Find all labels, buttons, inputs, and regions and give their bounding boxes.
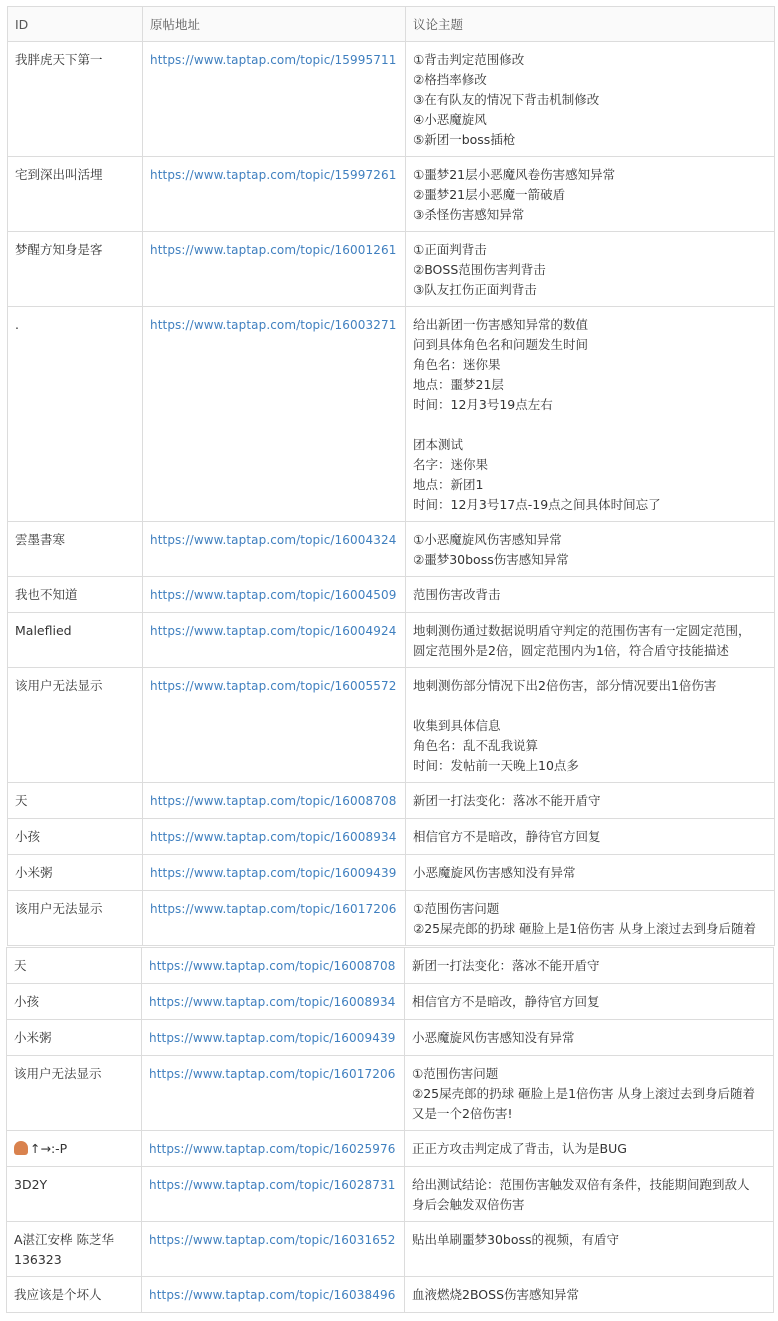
topic-line: ③杀怪伤害感知异常 xyxy=(413,207,525,222)
topic-cell xyxy=(405,1277,774,1313)
topic-line: 时间：发帖前一天晚上10点多 xyxy=(413,758,579,773)
user-id-cell xyxy=(8,522,143,577)
post-url-cell xyxy=(143,819,406,855)
user-id-cell xyxy=(8,232,143,307)
topic-line: 角色名：迷你果 xyxy=(413,357,501,372)
topic-cell xyxy=(406,819,775,855)
topic-line: 血液燃烧2BOSS伤害感知异常 xyxy=(412,1287,580,1302)
topic-line: 圆定范围外是2倍，圆定范围内为1倍，符合盾守技能描述 xyxy=(413,643,729,658)
user-id: 小米粥 xyxy=(14,1030,52,1045)
post-link[interactable]: https://www.taptap.com/topic/16025976 xyxy=(149,1142,396,1156)
post-link[interactable]: https://www.taptap.com/topic/15997261 xyxy=(150,168,397,182)
user-id-cell xyxy=(7,1222,142,1277)
table-row xyxy=(8,42,775,157)
user-id-cell xyxy=(8,783,143,819)
topic-line: 小恶魔旋风伤害感知没有异常 xyxy=(412,1030,575,1045)
user-id-cell xyxy=(8,577,143,613)
table-row xyxy=(7,1167,774,1222)
post-link[interactable]: https://www.taptap.com/topic/16031652 xyxy=(149,1233,396,1247)
user-id: 天 xyxy=(14,958,27,973)
topic-line: ①范围伤害问题 xyxy=(413,901,500,916)
topic-table-upper xyxy=(7,6,775,946)
post-url-cell xyxy=(142,1277,405,1313)
user-id-cell xyxy=(8,855,143,891)
table-row xyxy=(8,855,775,891)
topic-line: 名字：迷你果 xyxy=(413,457,489,472)
user-id: 该用户无法显示 xyxy=(15,678,103,693)
topic-cell xyxy=(406,668,775,783)
topic-line: 问到具体角色名和问题发生时间 xyxy=(413,337,589,352)
user-id: 我胖虎天下第一 xyxy=(15,52,103,67)
topic-line: 角色名：乱不乱我说算 xyxy=(413,738,539,753)
user-id: 小米粥 xyxy=(15,865,53,880)
table-row xyxy=(7,1277,774,1313)
post-url-cell xyxy=(142,1056,405,1131)
post-link[interactable]: https://www.taptap.com/topic/16009439 xyxy=(149,1031,396,1045)
topic-line: ②25屎壳郎的扔球 砸脸上是1倍伤害 从身上滚过去到身后随着 xyxy=(412,1086,756,1101)
user-id-cell xyxy=(7,1277,142,1313)
user-id-cell xyxy=(8,668,143,783)
table-row xyxy=(8,232,775,307)
topic-line: 范围伤害改背击 xyxy=(413,587,501,602)
user-id: 雲墨書寒 xyxy=(15,532,66,547)
topic-cell xyxy=(405,1167,774,1222)
post-url-cell xyxy=(142,1020,405,1056)
table-row xyxy=(7,948,774,984)
topic-line xyxy=(413,415,768,435)
topic-line: ②噩梦21层小恶魔一箭破盾 xyxy=(413,187,566,202)
topic-cell xyxy=(406,232,775,307)
user-id-cell xyxy=(8,891,143,946)
topic-cell xyxy=(406,157,775,232)
topic-line: ②BOSS范围伤害判背击 xyxy=(413,262,546,277)
post-link[interactable]: https://www.taptap.com/topic/16001261 xyxy=(150,243,397,257)
table-row xyxy=(7,1020,774,1056)
post-url-cell xyxy=(143,522,406,577)
post-url-cell xyxy=(142,948,405,984)
topic-line: ①背击判定范围修改 xyxy=(413,52,525,67)
post-url-cell xyxy=(143,157,406,232)
topic-line: 又是一个2倍伤害! xyxy=(412,1106,513,1121)
topic-line: 地刺测伤部分情况下出2倍伤害，部分情况要出1倍伤害 xyxy=(413,678,717,693)
post-url-cell xyxy=(143,855,406,891)
post-url-cell xyxy=(143,891,406,946)
topic-line: ②噩梦30boss伤害感知异常 xyxy=(413,552,569,567)
topic-cell xyxy=(405,984,774,1020)
post-link[interactable]: https://www.taptap.com/topic/16008934 xyxy=(150,830,397,844)
topic-cell xyxy=(406,855,775,891)
table-header-row xyxy=(8,7,775,42)
post-url-cell xyxy=(143,613,406,668)
user-id: 该用户无法显示 xyxy=(14,1066,102,1081)
topic-cell xyxy=(406,307,775,522)
user-id: 梦醒方知身是客 xyxy=(15,242,103,257)
post-link[interactable]: https://www.taptap.com/topic/16004924 xyxy=(150,624,397,638)
topic-line: ②25屎壳郎的扔球 砸脸上是1倍伤害 从身上滚过去到身后随着 xyxy=(413,921,757,936)
user-id-cell xyxy=(7,1056,142,1131)
table-row xyxy=(7,1222,774,1277)
user-id-cell xyxy=(7,1020,142,1056)
post-url-cell xyxy=(143,577,406,613)
user-id: 该用户无法显示 xyxy=(15,901,103,916)
topic-cell xyxy=(406,613,775,668)
post-link[interactable]: https://www.taptap.com/topic/16008934 xyxy=(149,995,396,1009)
user-id: A湛江安桦 陈芝华 136323 xyxy=(14,1232,115,1267)
user-id-cell xyxy=(8,157,143,232)
post-url-cell xyxy=(143,232,406,307)
topic-cell xyxy=(406,42,775,157)
user-id: 3D2Y xyxy=(14,1177,48,1192)
table-row xyxy=(8,522,775,577)
user-id-cell xyxy=(8,42,143,157)
post-link[interactable]: https://www.taptap.com/topic/16008708 xyxy=(150,794,397,808)
post-url-cell xyxy=(143,307,406,522)
topic-line: 正正方攻击判定成了背击，认为是BUG xyxy=(412,1141,627,1156)
topic-line: ③在有队友的情况下背击机制修改 xyxy=(413,92,600,107)
topic-line: 小恶魔旋风伤害感知没有异常 xyxy=(413,865,576,880)
post-link[interactable]: https://www.taptap.com/topic/16008708 xyxy=(149,959,396,973)
user-id-cell xyxy=(8,819,143,855)
header-topic: 议论主题 xyxy=(406,7,775,42)
user-id-cell xyxy=(7,1167,142,1222)
topic-line: 贴出单刷噩梦30boss的视频，有盾守 xyxy=(412,1232,620,1247)
table-row xyxy=(8,157,775,232)
topic-cell xyxy=(405,1056,774,1131)
topic-line: ①小恶魔旋风伤害感知异常 xyxy=(413,532,562,547)
post-link[interactable]: https://www.taptap.com/topic/16004509 xyxy=(150,588,397,602)
topic-cell xyxy=(406,783,775,819)
post-url-cell xyxy=(143,783,406,819)
topic-line: 给出新团一伤害感知异常的数值 xyxy=(413,317,589,332)
table-row xyxy=(8,668,775,783)
user-id: 宅到深出叫活埋 xyxy=(15,167,103,182)
topic-line: 身后会触发双倍伤害 xyxy=(412,1197,525,1212)
user-id-cell xyxy=(7,984,142,1020)
post-link[interactable]: https://www.taptap.com/topic/16003271 xyxy=(150,318,397,332)
user-id-cell xyxy=(8,307,143,522)
post-url-cell xyxy=(142,984,405,1020)
topic-line: 相信官方不是暗改，静待官方回复 xyxy=(412,994,600,1009)
post-url-cell xyxy=(143,668,406,783)
topic-line: 地刺测伤通过数据说明盾守判定的范围伤害有一定圆定范围， xyxy=(413,623,751,638)
post-url-cell xyxy=(142,1131,405,1167)
topic-line: 收集到具体信息 xyxy=(413,718,501,733)
topic-cell xyxy=(406,577,775,613)
topic-cell xyxy=(406,522,775,577)
topic-cell xyxy=(405,1222,774,1277)
table-row xyxy=(8,891,775,946)
person-icon xyxy=(14,1141,28,1155)
topic-line: 给出测试结论：范围伤害触发双倍有条件，技能期间跑到敌人 xyxy=(412,1177,750,1192)
user-id: . xyxy=(15,317,19,332)
post-link[interactable]: https://www.taptap.com/topic/16009439 xyxy=(150,866,397,880)
user-id: 天 xyxy=(15,793,28,808)
post-url-cell xyxy=(142,1222,405,1277)
user-id: 小孩 xyxy=(15,829,41,844)
topic-cell xyxy=(405,1131,774,1167)
topic-line: ⑤新团一boss插枪 xyxy=(413,132,516,147)
user-id: ↑→:-P xyxy=(30,1141,68,1156)
topic-line: ④小恶魔旋风 xyxy=(413,112,487,127)
topic-line: 时间：12月3号17点-19点之间具体时间忘了 xyxy=(413,497,661,512)
user-id-cell xyxy=(8,613,143,668)
post-link[interactable]: https://www.taptap.com/topic/16004324 xyxy=(150,533,397,547)
topic-line: 地点：噩梦21层 xyxy=(413,377,504,392)
post-link[interactable]: https://www.taptap.com/topic/16028731 xyxy=(149,1178,396,1192)
post-link[interactable]: https://www.taptap.com/topic/15995711 xyxy=(150,53,397,67)
post-link[interactable]: https://www.taptap.com/topic/16017206 xyxy=(149,1067,396,1081)
topic-table-lower xyxy=(6,947,774,1313)
topic-line: ①范围伤害问题 xyxy=(412,1066,499,1081)
post-link[interactable]: https://www.taptap.com/topic/16005572 xyxy=(150,679,397,693)
post-link[interactable]: https://www.taptap.com/topic/16038496 xyxy=(149,1288,396,1302)
table-row xyxy=(8,783,775,819)
topic-cell xyxy=(405,948,774,984)
table-row xyxy=(7,984,774,1020)
topic-line: ②格挡率修改 xyxy=(413,72,487,87)
header-id: ID xyxy=(8,7,143,42)
topic-line: 地点：新团1 xyxy=(413,477,484,492)
topic-line: ①噩梦21层小恶魔风卷伤害感知异常 xyxy=(413,167,616,182)
table-row xyxy=(7,1056,774,1131)
topic-line: 新团一打法变化：落冰不能开盾守 xyxy=(413,793,601,808)
user-id: 小孩 xyxy=(14,994,40,1009)
topic-line: 团本测试 xyxy=(413,437,464,452)
post-url-cell xyxy=(143,42,406,157)
user-id: 我应该是个坏人 xyxy=(14,1287,102,1302)
topic-line: 时间：12月3号19点左右 xyxy=(413,397,553,412)
topic-cell xyxy=(405,1020,774,1056)
topic-line: 相信官方不是暗改，静待官方回复 xyxy=(413,829,601,844)
user-id-cell xyxy=(7,1131,142,1167)
table-row xyxy=(8,819,775,855)
table-row xyxy=(8,577,775,613)
user-id-cell xyxy=(7,948,142,984)
table-row xyxy=(8,307,775,522)
user-id: Maleflied xyxy=(15,623,72,638)
topic-line: 新团一打法变化：落冰不能开盾守 xyxy=(412,958,600,973)
post-link[interactable]: https://www.taptap.com/topic/16017206 xyxy=(150,902,397,916)
topic-line: ③队友扛伤正面判背击 xyxy=(413,282,537,297)
user-id: 我也不知道 xyxy=(15,587,78,602)
table-row xyxy=(8,613,775,668)
header-url: 原帖地址 xyxy=(143,7,406,42)
topic-line xyxy=(413,696,768,716)
topic-cell xyxy=(406,891,775,946)
topic-line: ①正面判背击 xyxy=(413,242,487,257)
post-url-cell xyxy=(142,1167,405,1222)
table-row xyxy=(7,1131,774,1167)
